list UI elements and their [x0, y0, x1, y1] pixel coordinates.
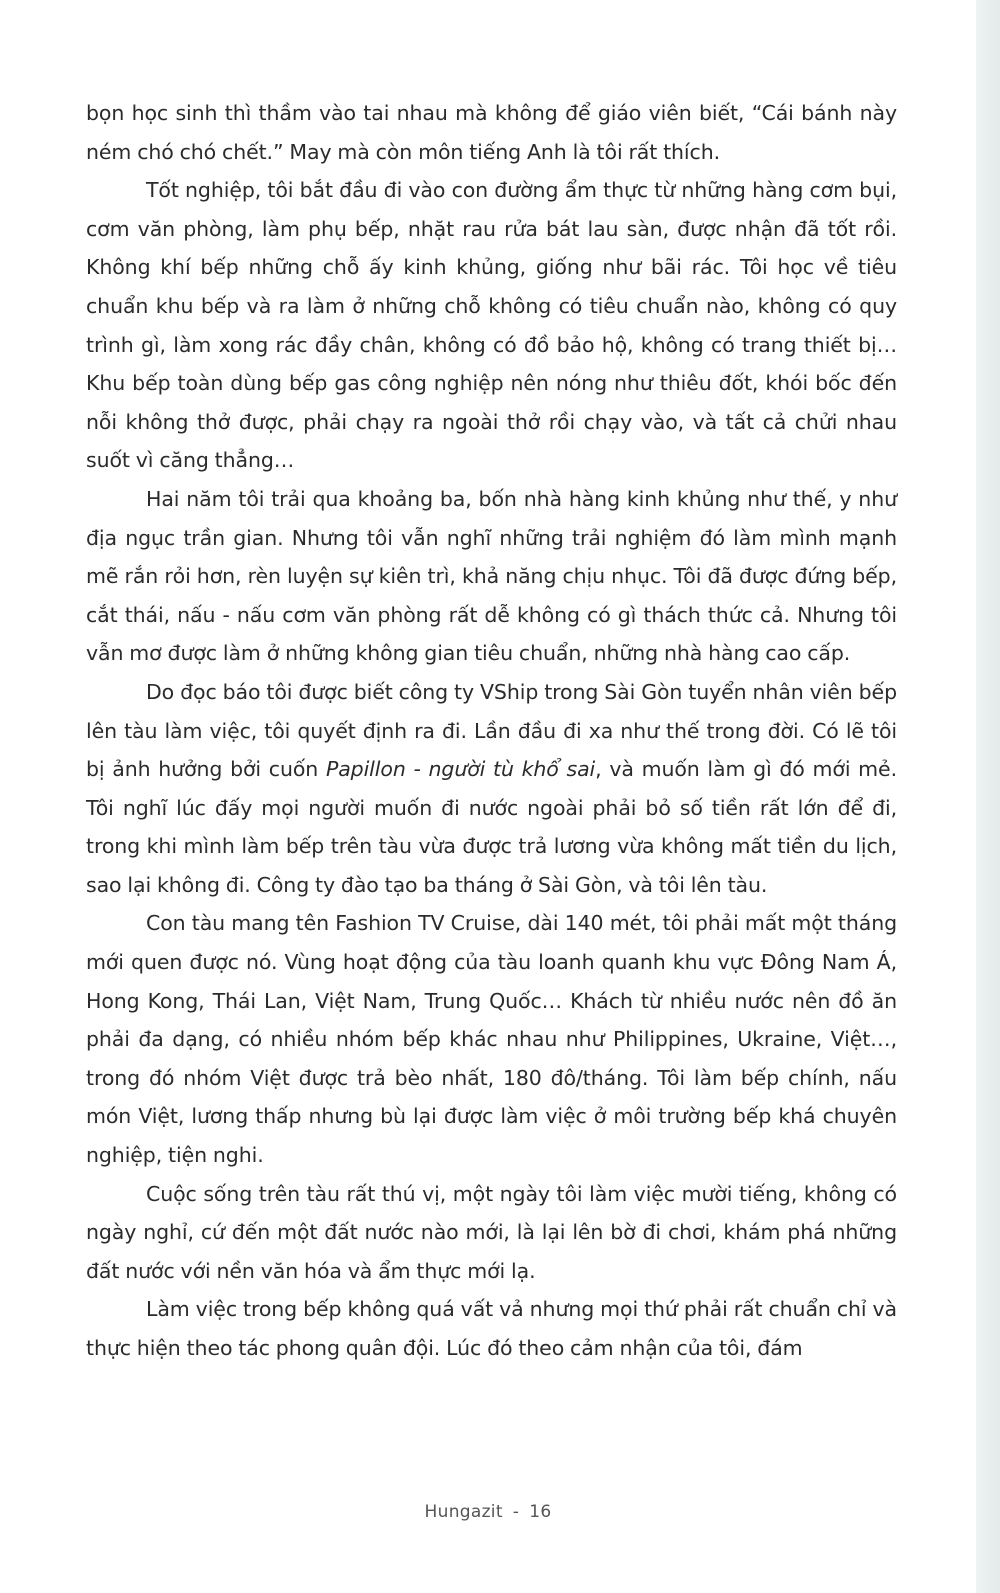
page-number: 16	[529, 1502, 552, 1522]
page-edge	[976, 0, 1000, 1593]
body-text	[86, 94, 897, 1368]
page-footer	[0, 1502, 976, 1522]
running-title: Hungazit	[424, 1502, 503, 1522]
paragraph-text: Do đọc báo tôi được biết công ty VShip trong Sài Gòn tuyển nhân viên bếp lên tàu làm việc, tôi quyết định ra đi. Lần đầu đi xa như thế trong đời. Có lẽ tôi bị ảnh hưởng bởi cuốn	[86, 679, 897, 782]
paragraph: Con tàu mang tên Fashion TV Cruise, dài 140 mét, tôi phải mất một tháng mới quen được nó. Vùng hoạt động của tàu loanh quanh khu vực Đông Nam Á, Hong Kong, Thái Lan, Việt Nam, Trung Quốc… Khách từ nhiều nước nên đồ ăn phải đa dạng, có nhiều nhóm bếp khác nhau như Philippines, Ukraine, Việt…, trong đó nhóm Việt được trả bèo nhất, 180 đô/tháng. Tôi làm bếp chính, nấu món Việt, lương thấp nhưng bù lại được làm việc ở môi trường bếp khá chuyên nghiệp, tiện nghi.	[86, 911, 897, 1168]
paragraph-text: , và muốn làm gì đó mới mẻ. Tôi nghĩ lúc đấy mọi người muốn đi nước ngoài phải bỏ số tiền rất lớn để đi, trong khi mình làm bếp trên tàu vừa được trả lương vừa không mất tiền du lịch, sao lại không đi. Công ty đào tạo ba tháng ở Sài Gòn, và tôi lên tàu.	[86, 757, 897, 897]
book-title-italic: Papillon - người tù khổ sai	[325, 757, 596, 782]
paragraph: Làm việc trong bếp không quá vất vả nhưng mọi thứ phải rất chuẩn chỉ và thực hiện theo tác phong quân đội. Lúc đó theo cảm nhận của tôi, đám	[86, 1297, 897, 1360]
paragraph-continuation: bọn học sinh thì thầm vào tai nhau mà không để giáo viên biết, “Cái bánh này ném chó chó chết.” May mà còn môn tiếng Anh là tôi rất thích.	[86, 101, 897, 164]
footer-separator: -	[512, 1502, 520, 1522]
paragraph: Hai năm tôi trải qua khoảng ba, bốn nhà hàng kinh khủng như thế, y như địa ngục trần gian. Nhưng tôi vẫn nghĩ những trải nghiệm đó làm mình mạnh mẽ rắn rỏi hơn, rèn luyện sự kiên trì, khả năng chịu nhục. Tôi đã được đứng bếp, cắt thái, nấu - nấu cơm văn phòng rất dễ không có gì thách thức cả. Nhưng tôi vẫn mơ được làm ở những không gian tiêu chuẩn, những nhà hàng cao cấp.	[86, 486, 897, 666]
paragraph: Tốt nghiệp, tôi bắt đầu đi vào con đường ẩm thực từ những hàng cơm bụi, cơm văn phòng, làm phụ bếp, nhặt rau rửa bát lau sàn, được nhận đã tốt rồi. Không khí bếp những chỗ ấy kinh khủng, giống như bãi rác. Tôi học về tiêu chuẩn khu bếp và ra làm ở những chỗ không có tiêu chuẩn nào, không có quy trình gì, làm xong rác đầy chân, không có đồ bảo hộ, không có trang thiết bị… Khu bếp toàn dùng bếp gas công nghiệp nên nóng như thiêu đốt, khói bốc đến nỗi không thở được, phải chạy ra ngoài thở rồi chạy vào, và tất cả chửi nhau suốt vì căng thẳng…	[86, 178, 897, 473]
paragraph	[86, 673, 897, 905]
paragraph: Cuộc sống trên tàu rất thú vị, một ngày tôi làm việc mười tiếng, không có ngày nghỉ, cứ đến một đất nước nào mới, là lại lên bờ đi chơi, khám phá những đất nước với nền văn hóa và ẩm thực mới lạ.	[86, 1181, 897, 1283]
